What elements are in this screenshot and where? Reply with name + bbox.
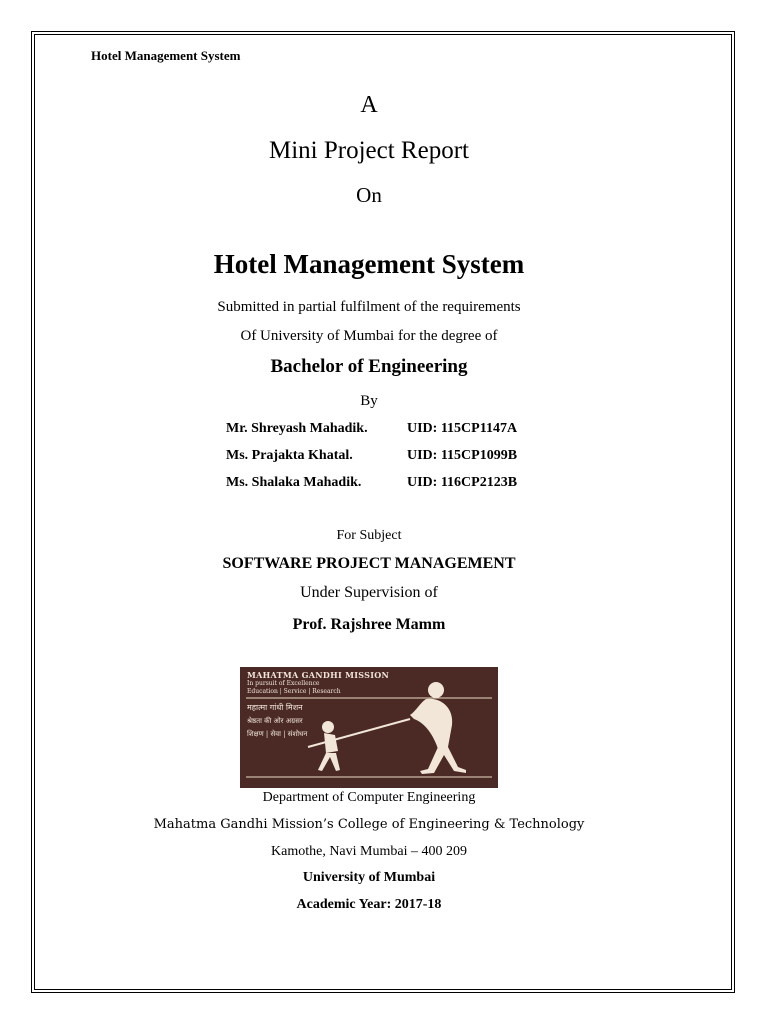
author-uid: UID: 115CP1147A bbox=[407, 421, 518, 436]
university: University of Mumbai bbox=[302, 870, 436, 885]
author-uid: UID: 116CP2123B bbox=[407, 475, 518, 490]
for-subject-label: For Subject bbox=[336, 528, 402, 543]
author-list bbox=[226, 420, 517, 501]
college: Mahatma Gandhi Mission’s College of Engineering & Technology bbox=[153, 817, 585, 832]
author-name: Mr. Shreyash Mahadik. bbox=[226, 421, 368, 436]
author-name: Ms. Prajakta Khatal. bbox=[226, 448, 353, 463]
cover-a: A bbox=[360, 92, 378, 118]
logo-line: श्रेष्ठता की ओर अग्रसर bbox=[247, 717, 303, 725]
address: Kamothe, Navi Mumbai – 400 209 bbox=[271, 844, 467, 859]
degree: Bachelor of Engineering bbox=[270, 356, 468, 377]
logo-line: महात्मा गांधी मिशन bbox=[247, 703, 303, 712]
report-type: Mini Project Report bbox=[269, 137, 469, 164]
logo-line: MAHATMA GANDHI MISSION bbox=[247, 670, 390, 680]
logo-line: शिक्षण | सेवा | संशोधन bbox=[247, 730, 308, 738]
logo-line: In pursuit of Excellence bbox=[247, 680, 320, 687]
author-name: Ms. Shalaka Mahadik. bbox=[226, 475, 362, 490]
submitted-line-1: Submitted in partial fulfilment of the requirements bbox=[217, 299, 521, 315]
author-row bbox=[226, 447, 517, 474]
author-row bbox=[226, 474, 517, 501]
running-header: Hotel Management System bbox=[91, 48, 241, 63]
subject: SOFTWARE PROJECT MANAGEMENT bbox=[222, 555, 516, 572]
department: Department of Computer Engineering bbox=[262, 790, 476, 805]
institution-logo bbox=[240, 667, 498, 788]
author-row bbox=[226, 420, 517, 447]
cover-on: On bbox=[356, 183, 382, 207]
submitted-line-2: Of University of Mumbai for the degree of bbox=[240, 328, 498, 344]
by-label: By bbox=[360, 393, 378, 409]
logo-line: Education | Service | Research bbox=[247, 688, 341, 695]
author-uid: UID: 115CP1099B bbox=[407, 448, 518, 463]
project-title: Hotel Management System bbox=[213, 249, 525, 279]
supervisor: Prof. Rajshree Mamm bbox=[292, 616, 446, 633]
under-supervision-label: Under Supervision of bbox=[300, 584, 438, 601]
gandhi-silhouette-icon bbox=[240, 667, 498, 788]
academic-year: Academic Year: 2017-18 bbox=[296, 897, 442, 912]
